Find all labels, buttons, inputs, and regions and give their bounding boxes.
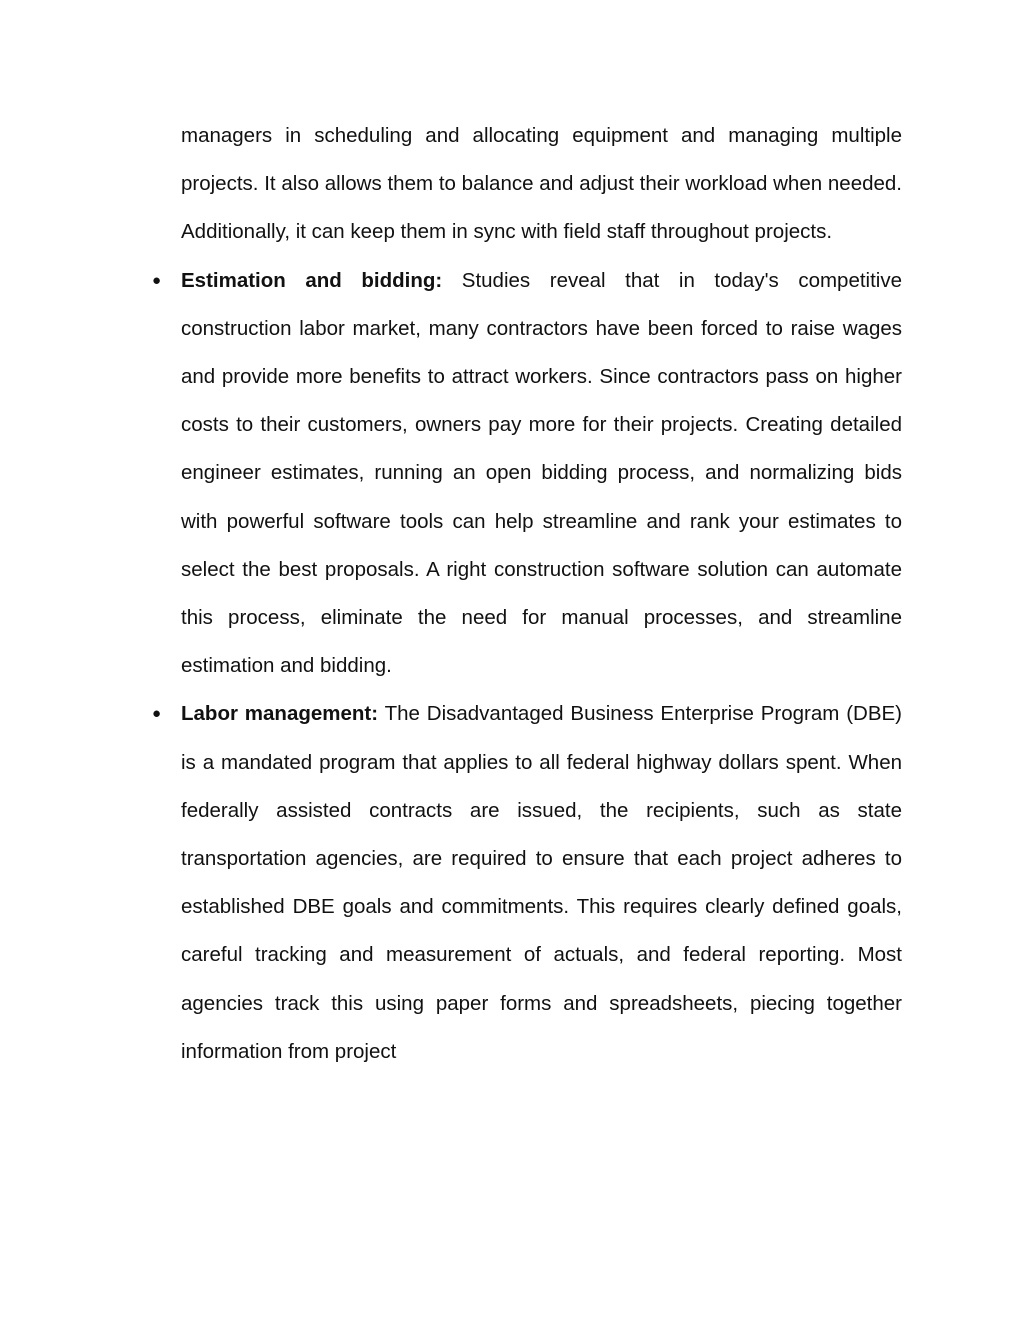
bullet-marker: ●	[152, 271, 162, 289]
bullet-term: Labor management:	[181, 702, 379, 726]
continuation-paragraph: managers in scheduling and allocating equipment and managing multiple projects. It also allows them to balance and adjust their workload when needed. Additionally, it can keep them in sync with field staff throughout projects.	[181, 124, 902, 244]
document-body	[152, 112, 902, 1076]
bullet-term: Estimation and bidding:	[181, 268, 443, 292]
bullet-text: Studies reveal that in today's competitive construction labor market, many contractors have been forced to raise wages and provide more benefits to attract workers. Since contractors pass on higher costs to their customers, owners pay more for their projects. Creating detailed engineer estimates, running an open bidding process, and normalizing bids with powerful software tools can help streamline and rank your estimates to select the best proposals. A right construction software solution can automate this process, eliminate the need for manual processes, and streamline estimation and bidding.	[181, 268, 902, 678]
bullet-labor-management	[152, 690, 902, 1076]
bullet-marker: ●	[152, 705, 162, 723]
bullet-estimation-and-bidding	[152, 257, 902, 691]
bullet-text: The Disadvantaged Business Enterprise Program (DBE) is a mandated program that applies to all federal highway dollars spent. When federally assisted contracts are issued, the recipients, such as state transportation agencies, are required to ensure that each project adheres to established DBE goals and commitments. This requires clearly defined goals, careful tracking and measurement of actuals, and federal reporting. Most agencies track this using paper forms and spreadsheets, piecing together information from project	[181, 702, 902, 1063]
